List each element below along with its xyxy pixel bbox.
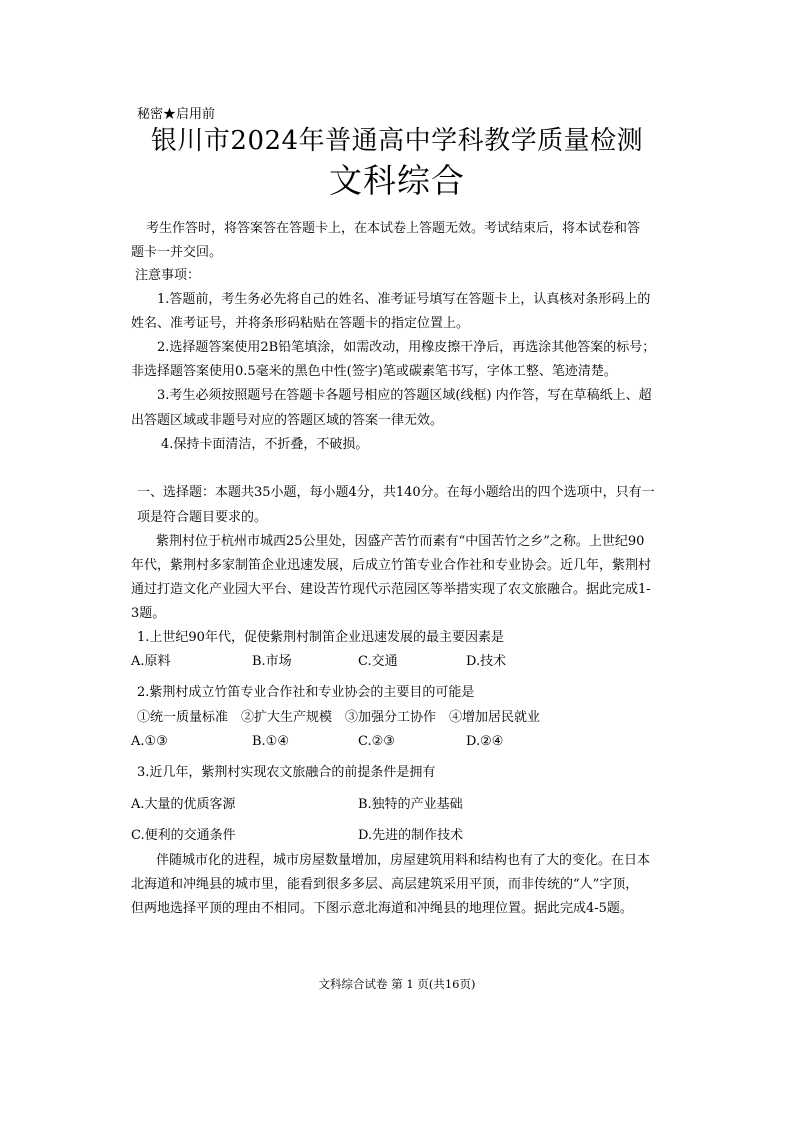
question-statements: ①统一质量标准 ②扩大生产规模 ③加强分工协作 ④增加居民就业	[137, 710, 541, 725]
note-line: 姓名、准考证号，并将条形码粘贴在答题卡的指定位置上。	[131, 316, 470, 331]
subject-title: 文科综合	[329, 161, 465, 200]
option-d: D.②④	[466, 734, 504, 749]
option-a: A.①③	[131, 734, 168, 749]
passage-line: 伴随城市化的进程，城市房屋数量增加，房屋建筑用料和结构也有了大的变化。在日本	[156, 853, 651, 868]
option-d: D.技术	[466, 654, 507, 669]
question-stem: 1.上世纪90年代，促使紫荆村制笛企业迅速发展的最主要因素是	[137, 630, 504, 645]
option-a: A.原料	[131, 654, 171, 669]
question-stem: 2.紫荆村成立竹笛专业合作社和专业协会的主要目的可能是	[137, 685, 475, 700]
option-b: B.独特的产业基础	[358, 797, 463, 812]
page-footer: 文科综合试卷 第 1 页(共16页)	[318, 977, 476, 991]
passage-line: 北海道和冲绳县的城市里，能看到很多多层、高层建筑采用平顶，而非传统的“人”字顶，	[131, 877, 639, 892]
passage-line: 紫荆村位于杭州市城西25公里处，因盛产苦竹而素有“中国苦竹之乡”之称。上世纪90	[156, 534, 645, 549]
option-c: C.交通	[358, 654, 398, 669]
note-line: 3.考生必须按照题号在答题卡各题号相应的答题区域(线框) 内作答，写在草稿纸上、超	[157, 388, 652, 403]
passage-line: 3题。	[131, 606, 166, 621]
note-line: 出答题区域或非题号对应的答题区域的答案一律无效。	[131, 413, 444, 428]
notes-heading: 注意事项：	[135, 268, 201, 283]
section-heading: 项是符合题目要求的。	[137, 510, 268, 525]
section-heading: 一、选择题：本题共35小题，每小题4分，共140分。在每小题给出的四个选项中，只有一	[137, 485, 655, 500]
question-stem: 3.近几年，紫荆村实现农文旅融合的前提条件是拥有	[137, 765, 436, 780]
option-a: A.大量的优质客源	[131, 797, 236, 812]
passage-line: 但两地选择平顶的理由不相同。下图示意北海道和冲绳县的地理位置。据此完成4-5题。	[131, 901, 633, 916]
option-c: C.②③	[358, 734, 395, 749]
note-line: 1.答题前，考生务必先将自己的姓名、准考证号填写在答题卡上，认真核对条形码上的	[157, 292, 651, 307]
intro-line: 题卡一并交回。	[131, 245, 223, 260]
intro-line: 考生作答时，将答案答在答题卡上，在本试卷上答题无效。考试结束后，将本试卷和答	[146, 221, 641, 236]
option-b: B.①④	[252, 734, 289, 749]
note-line: 2.选择题答案使用2B铅笔填涂，如需改动，用橡皮擦干净后，再选涂其他答案的标号；	[157, 340, 656, 355]
note-line: 非选择题答案使用0.5毫米的黑色中性(签字)笔或碳素笔书写，字体工整、笔迹清楚。	[131, 364, 617, 379]
option-c: C.便利的交通条件	[131, 828, 236, 843]
confidential-mark: 秘密★启用前	[137, 107, 216, 122]
exam-title: 银川市2024年普通高中学科教学质量检测	[150, 126, 644, 156]
passage-line: 年代，紫荆村多家制笛企业迅速发展，后成立竹笛专业合作社和专业协会。近几年，紫荆村	[131, 558, 652, 573]
passage-line: 通过打造文化产业园大平台、建设苦竹现代示范园区等举措实现了农文旅融合。据此完成1-	[131, 582, 651, 597]
option-d: D.先进的制作技术	[358, 828, 464, 843]
note-line: 4.保持卡面清洁，不折叠，不破损。	[161, 437, 369, 452]
option-b: B.市场	[252, 654, 292, 669]
